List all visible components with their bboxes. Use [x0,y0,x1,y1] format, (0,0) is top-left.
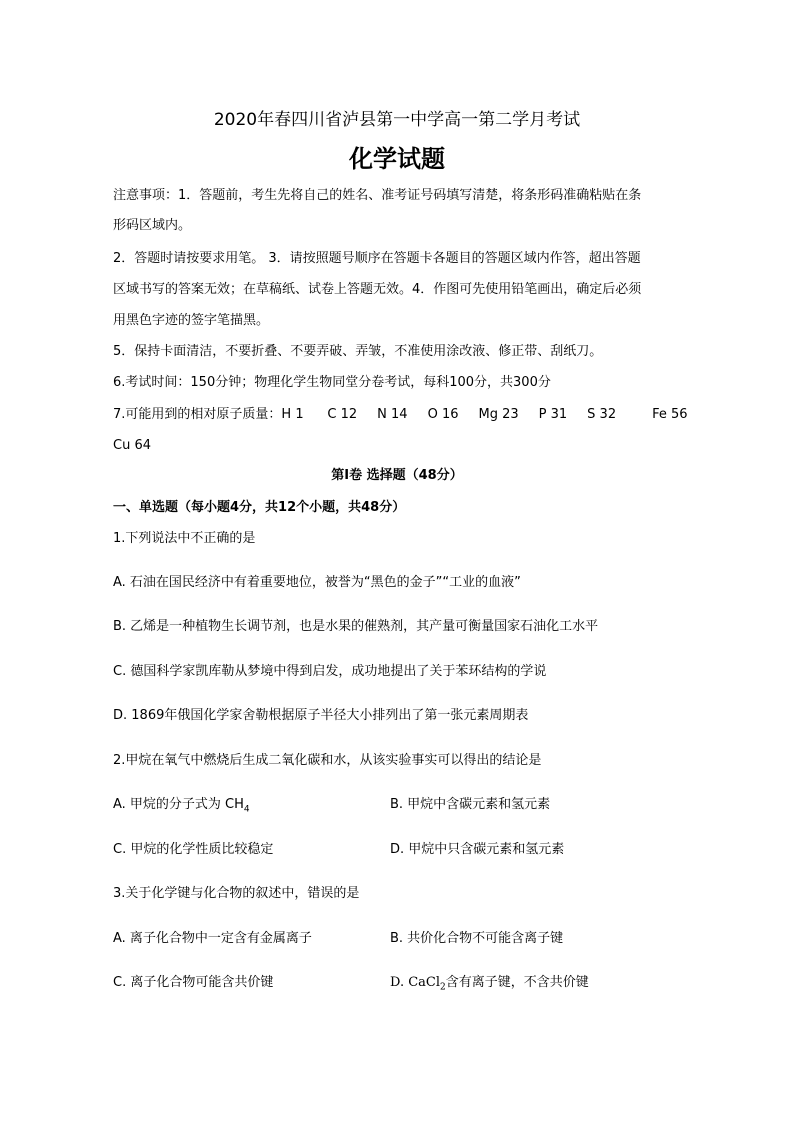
q3-option-d-subscript: 2 [440,982,446,993]
atomic-mass-label: 7.可能用到的相对原子质量： [113,407,282,422]
q3-option-d [390,973,589,993]
notes-line-9: Cu 64 [113,438,151,453]
atom-p: P 31 [538,407,568,422]
q3-stem: 3.关于化学键与化合物的叙述中，错误的是 [113,886,360,901]
q2-option-a-text: A. 甲烷的分子式为 CH [113,797,244,812]
notes-line-5: 用黑色字迹的签字笔描黑。 [113,313,270,328]
notes-line-1: 注意事项：1．答题前，考生先将自己的姓名、准考证号码填写清楚，将条形码准确粘贴在条 [113,188,642,203]
q3-option-b: B. 共价化合物不可能含离子键 [390,931,564,946]
section-title: 第Ⅰ卷 选择题（48分） [331,468,463,483]
q3-option-d-text: 含有离子键，不含共价键 [445,975,589,990]
q1-option-a: A. 石油在国民经济中有着重要地位，被誉为“黑色的金子”“工业的血液” [113,575,521,590]
q3-option-d-formula: D. CaCl [390,975,441,990]
atom-n: N 14 [377,407,408,422]
atom-fe: Fe 56 [652,407,688,422]
notes-line-3: 2．答题时请按要求用笔。 3．请按照题号顺序在答题卡各题目的答题区域内作答，超出答题 [113,251,641,266]
notes-line-6: 5．保持卡面清洁，不要折叠、不要弄破、弄皱，不准使用涂改液、修正带、刮纸刀。 [113,344,603,359]
atom-h: H 1 [281,407,304,422]
notes-line-4: 区域书写的答案无效；在草稿纸、试卷上答题无效。4．作图可先使用铅笔画出，确定后必须 [113,282,642,297]
q1-option-b: B. 乙烯是一种植物生长调节剂，也是水果的催熟剂，其产量可衡量国家石油化工水平 [113,619,599,634]
q2-stem: 2.甲烷在氧气中燃烧后生成二氧化碳和水，从该实验事实可以得出的结论是 [113,753,542,768]
q2-option-c: C. 甲烷的化学性质比较稳定 [113,842,274,857]
q1-stem: 1.下列说法中不正确的是 [113,531,256,546]
part-heading: 一、单选题（每小题4分，共12个小题，共48分） [113,500,406,515]
q3-option-a: A. 离子化合物中一定含有金属离子 [113,931,312,946]
q2-option-b: B. 甲烷中含碳元素和氢元素 [390,797,551,812]
atom-mg: Mg 23 [478,407,519,422]
atom-s: S 32 [587,407,617,422]
notes-line-7: 6.考试时间：150分钟；物理化学生物同堂分卷考试，每科100分，共300分 [113,375,551,390]
q2-option-a [113,795,383,815]
atom-o: O 16 [427,407,459,422]
notes-line-2: 形码区域内。 [113,218,192,233]
q1-option-d: D. 1869年俄国化学家舍勒根据原子半径大小排列出了第一张元素周期表 [113,708,529,723]
q3-option-c: C. 离子化合物可能含共价键 [113,975,274,990]
q2-option-d: D. 甲烷中只含碳元素和氢元素 [390,842,565,857]
q1-option-c: C. 德国科学家凯库勒从梦境中得到启发，成功地提出了关于苯环结构的学说 [113,664,547,679]
atom-c: C 12 [327,407,358,422]
q2-option-a-subscript: 4 [243,804,250,815]
subject-title: 化学试题 [349,145,445,173]
atomic-mass-line [113,405,688,425]
exam-title: 2020年春四川省泸县第一中学高一第二学月考试 [213,110,581,130]
